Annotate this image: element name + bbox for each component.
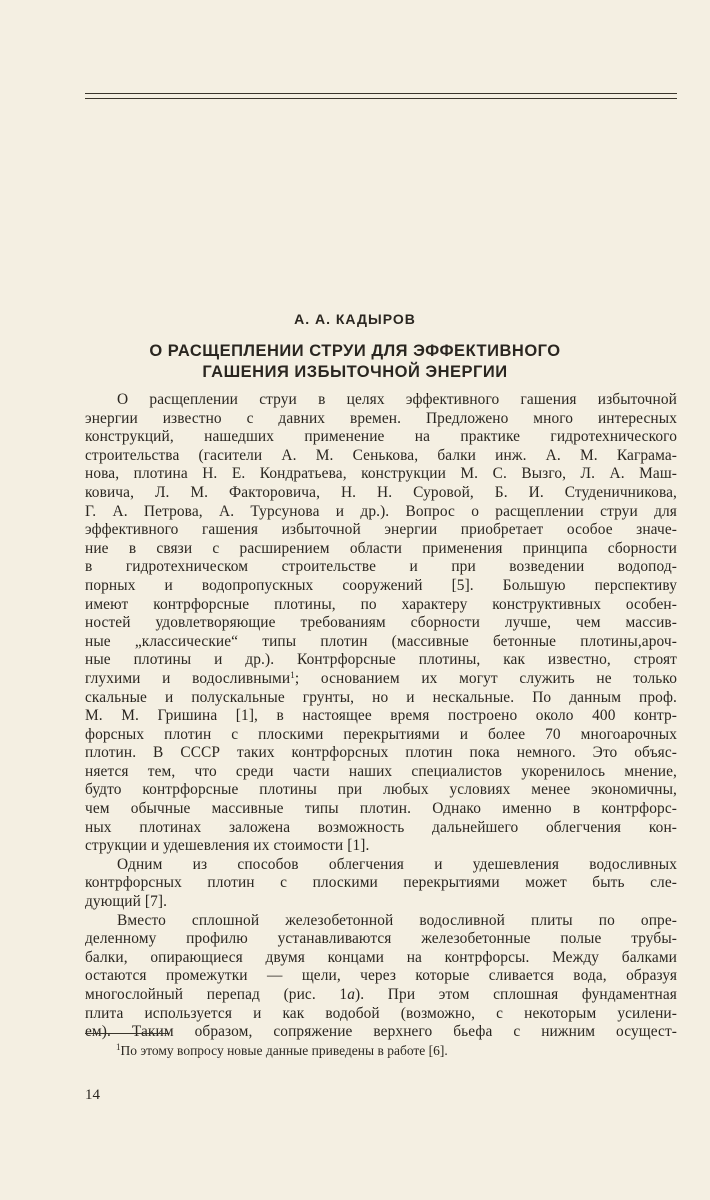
body-line: О расщеплении струи в целях эффективного гашения избыточной xyxy=(117,391,677,408)
body-line: Г. А. Петрова, А. Турсунова и др.). Вопрос о расщеплении струи для xyxy=(85,502,677,520)
author-name: А. А. КАДЫРОВ xyxy=(294,311,416,327)
figure-ref-italic: а xyxy=(347,986,356,1003)
article-title xyxy=(0,341,710,383)
body-line: Вместо сплошной железобетонной водосливной плиты по опре- xyxy=(117,911,677,929)
body-line: ковича, Л. М. Факторовича, Н. Н. Суровой, Б. И. Студеничникова, xyxy=(85,483,677,501)
article-body xyxy=(85,391,677,1042)
body-line: будто контрфорсные плотины при любых условиях менее экономичны, xyxy=(85,781,677,799)
footnote-ref: 1 xyxy=(290,669,295,680)
body-line: дующий [7]. xyxy=(85,893,168,911)
footnote-text: По этому вопросу новые данные приведены в работе [6]. xyxy=(120,1043,448,1058)
body-line: скальные и полускальные грунты, но и нескальные. По данным проф. xyxy=(85,688,677,706)
body-line: ностей удовлетворяющие требованиям сборности лучше, чем массив- xyxy=(85,614,677,632)
footnote-marker: 1 xyxy=(116,1042,121,1052)
body-line: ные „классические“ типы плотин (массивные бетонные плотины,ароч- xyxy=(85,632,677,650)
body-line: струкции и удешевления их стоимости [1]. xyxy=(85,837,370,855)
title-line: О РАСЩЕПЛЕНИИ СТРУИ ДЛЯ ЭФФЕКТИВНОГО xyxy=(149,342,561,360)
body-line: Одним из способов облегчения и удешевления водосливных xyxy=(117,855,677,873)
body-line: порных и водопропускных сооружений [5]. Большую перспективу xyxy=(85,576,677,594)
body-line xyxy=(85,670,677,689)
body-line: остаются промежутки — щели, через которые сливается вода, образуя xyxy=(85,967,677,985)
body-line: эффективного гашения избыточной энергии приобретает особое значе- xyxy=(85,521,677,539)
body-line: деленному профилю устанавливаются железобетонные полые трубы- xyxy=(85,930,677,948)
body-line: балки, опирающиеся двумя концами на контрфорсы. Между балками xyxy=(85,948,677,966)
body-line: нова, плотина Н. Е. Кондратьева, конструкции М. С. Вызго, Л. А. Маш- xyxy=(85,465,677,483)
body-line: строительства (гасители А. М. Сенькова, балки инж. А. М. Каграма- xyxy=(85,446,677,464)
body-line: плотин. В СССР таких контрфорсных плотин пока немного. Это объяс- xyxy=(85,744,677,762)
body-line: плита используется и как водобой (возможно, с некоторым усилени- xyxy=(85,1004,677,1022)
body-line: конструкций, нашедших применение на практике гидротехнического xyxy=(85,428,677,446)
body-line: ные плотины и др.). Контрфорсные плотины, как известно, строят xyxy=(85,651,677,669)
body-line: в гидротехническом строительстве и при возведении водопод- xyxy=(85,558,677,576)
body-line-text: многослойный перепад (рис. 1 xyxy=(85,986,348,1003)
body-line: имеют контрфорсные плотины, по характеру конструктивных особен- xyxy=(85,595,677,613)
body-line: чем обычные массивные типы плотин. Однако именно в контрфорс- xyxy=(85,800,677,818)
footnote xyxy=(116,1043,448,1059)
header-rule xyxy=(85,93,677,94)
body-line: М. М. Гришина [1], в настоящее время построено около 400 контр- xyxy=(85,707,677,725)
header-rule-thin xyxy=(85,98,677,99)
body-line: ние в связи с расширением области применения принципа сборности xyxy=(85,539,677,557)
page-number: 14 xyxy=(85,1087,100,1103)
body-line: ем). Таким образом, сопряжение верхнего бьефа с нижним осущест- xyxy=(85,1023,677,1041)
body-line-text: ). При этом сплошная фундаментная xyxy=(355,986,677,1003)
footnote-rule xyxy=(85,1033,169,1034)
body-line: няется тем, что среди части наших специалистов укоренилось мнение, xyxy=(85,762,677,780)
body-line: форсных плотин с плоскими перекрытиями и более 70 многоарочных xyxy=(85,725,677,743)
body-line xyxy=(85,986,677,1005)
body-line-text: ; основанием их могут служить не только xyxy=(294,669,677,687)
title-line: ГАШЕНИЯ ИЗБЫТОЧНОЙ ЭНЕРГИИ xyxy=(202,363,508,381)
body-line-text: глухими и водосливными xyxy=(85,669,291,687)
body-line: энергии известно с давних времен. Предложено много интересных xyxy=(85,409,677,427)
body-line: контрфорсных плотин с плоскими перекрытиями может быть сле- xyxy=(85,874,677,892)
body-line: ных плотинах заложена возможность дальнейшего облегчения кон- xyxy=(85,818,677,836)
